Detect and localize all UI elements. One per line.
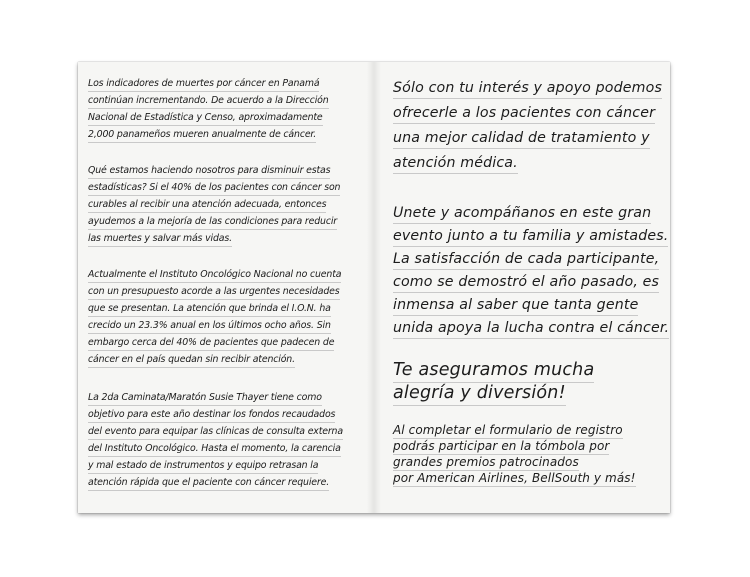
right-page (374, 62, 670, 513)
text-line: Nacional de Estadística y Censo, aproximadamente (88, 112, 323, 126)
text-line: con un presupuesto acorde a las urgentes necesidades (88, 286, 340, 300)
text-line: Unete y acompáñanos en este gran (393, 204, 651, 224)
text-line: grandes premios patrocinados (393, 455, 579, 469)
text-line: como se demostró el año pasado, es (393, 273, 659, 293)
text-line: Sólo con tu interés y apoyo podemos (393, 79, 662, 99)
text-line: evento junto a tu familia y amistades. (393, 227, 668, 247)
left-page (78, 62, 374, 513)
text-line: y mal estado de instrumentos y equipo retrasan la (88, 460, 318, 474)
text-line: embargo cerca del 40% de pacientes que padecen de (88, 337, 334, 351)
text-line: Actualmente el Instituto Oncológico Nacional no cuenta (88, 269, 341, 283)
text-line: inmensa al saber que tanta gente (393, 296, 638, 316)
text-line: La 2da Caminata/Maratón Susie Thayer tiene como (88, 392, 322, 406)
text-line: objetivo para este año destinar los fondos recaudados (88, 409, 335, 423)
text-line: continúan incrementando. De acuerdo a la Dirección (88, 95, 329, 109)
text-line: las muertes y salvar más vidas. (88, 233, 232, 247)
text-line: La satisfacción de cada participante, (393, 250, 659, 270)
text-line: estadísticas? Si el 40% de los pacientes con cáncer son (88, 182, 340, 196)
text-line: unida apoya la lucha contra el cáncer. (393, 319, 669, 339)
text-line: por American Airlines, BellSouth y más! (393, 471, 636, 485)
text-line: del Instituto Oncológico. Hasta el momento, la carencia (88, 443, 341, 457)
text-line: Los indicadores de muertes por cáncer en Panamá (88, 78, 319, 92)
text-line: ayudemos a la mejoría de las condiciones para reducir (88, 216, 337, 230)
text-line: crecido un 23.3% anual en los últimos ocho años. Sin (88, 320, 331, 334)
text-line: 2,000 panameños mueren anualmente de cáncer. (88, 129, 316, 143)
text-line: podrás participar en la tómbola por (393, 439, 610, 453)
headline-line: alegría y diversión! (393, 382, 566, 406)
text-line: atención rápida que el paciente con cáncer requiere. (88, 477, 329, 491)
text-line: atención médica. (393, 154, 518, 174)
brochure-spread (78, 62, 670, 513)
text-line: Al completar el formulario de registro (393, 423, 623, 437)
text-line: una mejor calidad de tratamiento y (393, 129, 650, 149)
text-line: Qué estamos haciendo nosotros para disminuir estas (88, 165, 330, 179)
text-line: que se presentan. La atención que brinda el I.O.N. ha (88, 303, 331, 317)
text-line: del evento para equipar las clínicas de consulta externa (88, 426, 343, 440)
headline-line: Te aseguramos mucha (393, 359, 594, 383)
text-line: curables al recibir una atención adecuada, entonces (88, 199, 326, 213)
text-line: cáncer en el país quedan sin recibir atención. (88, 354, 295, 368)
text-line: ofrecerle a los pacientes con cáncer (393, 104, 655, 124)
